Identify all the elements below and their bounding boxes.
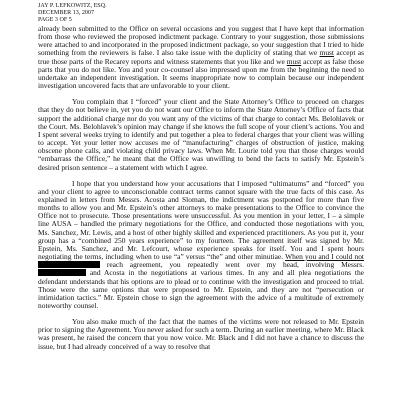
letter-header [38, 3, 364, 25]
paragraph-text: and Acosta in the negotiations at various times. In any and all plea negotiations the defendant understands that his options are to plead or to continue with the investigation and proceed to trial. Those were the same options that were proposed to Mr. Epstein, and they are not “persecution or intimidation tactics.” Mr. Epstein chose to sign the agreement with the advice of a multitude of extremely noteworthy counsel. [38, 268, 364, 310]
paragraph-text: You complain that I “forced” your client and the State Attorney’s Office to proceed on charges that they do not believe in, yet you do not want our Office to inform the State Attorney’s Office of facts that support the additional charge nor do you want any of the victims of that charge to contact Ms. Belohlavek or the Court. Ms. Belohlavek’s opinion may change if she knows the full scope of your client’s actions. You and I spent several weeks trying to identify and put together a plea to federal charges that your client was willing to accept. Yet your letter now accuses me of “manufacturing” charges of obstruction of justice, making obscene phone calls, and violating child privacy laws. When Mr. Lourie told you that those charges would “embarrass the Office,” he meant that the Office was unwilling to bend the facts to satisfy Mr. Epstein’s desired prison sentence – a statement with which I agree. [38, 97, 364, 172]
header-recipient: JAY P. LEFKOWITZ, ESQ. [38, 3, 107, 9]
paragraph-text: I hope that you understand how your accusations that I imposed “ultimatums” and “forced” you and your client to agree to unconscionable contract terms cannot square with the true facts of this case. As explained in letters from Messrs. Acosta and Sloman, the indictment was postponed for more than five months to allow you and Mr. Epstein’s other attorneys to make presentations to the Office to convince the Office not to prosecute. Those presentations were unsuccessful. As you mention in your letter, I – a simple line AUSA – handled the primary negotiations for the Office, and conducted those negotiations with you, Ms. Sanchez, Mr. Lewis, and a host of other highly skilled and experienced practitioners. As you put it, your group has a “combined 250 years experience” to my fourteen. The agreement itself was signed by Mr. Epstein, Ms. Sanchez, and Mr. Lefcourt, whose experience speaks for itself. You and I spent hours negotiating the terms, including when to use “a” versus “the” and other minutiae. [38, 178, 364, 262]
letter-paragraph [38, 25, 364, 90]
letter-paragraph [38, 98, 364, 171]
redaction-block [38, 269, 86, 276]
letter-paragraph [38, 180, 364, 311]
header-page-number: PAGE 3 OF 5 [38, 17, 72, 24]
paragraph-text: already been submitted to the Office on several occasions and you suggest that I have kept that information from those who reviewed the proposed indictment package. Contrary to your suggestion, those submissions were attached to and incorporated in the proposed indictment package, so your suggestion that I tried to hide something from the reviewers is false. I also take issue with the duplicity of stating that we [38, 24, 364, 58]
paragraph-text: accept as false those parts that you do not like. You and your co-counsel also impressed upon me from the beginning the need to undertake an independent investigation. It seems inappropriate now to complain because our independent investigation uncovered facts that are unfavorable to your client. [38, 56, 364, 91]
paragraph-text: You also make much of the fact that the names of the victims were not released to Mr. Epstein prior to signing the Agreement. You never asked for such a term. During an earlier meeting, where Mr. Black was present, he raised the concern that you now voice. Mr. Black and I did not have a chance to discuss the issue, but I had already conceived of a way to resolve that [38, 317, 364, 351]
underlined-text: must [286, 56, 302, 66]
paragraph-text: reach agreement, you repeatedly went over my head, involving Messrs. [100, 260, 364, 270]
underlined-text: When you and I could not [285, 252, 364, 262]
header-date: DECEMBER 13, 2007 [38, 10, 95, 17]
letter-body [38, 25, 364, 351]
underlined-text: must [319, 48, 334, 58]
letter-paragraph [38, 318, 364, 351]
paragraph-text: accept as true those parts of the Recarey reports and witness statements that you like and we [38, 48, 364, 66]
redaction-block [38, 261, 100, 268]
